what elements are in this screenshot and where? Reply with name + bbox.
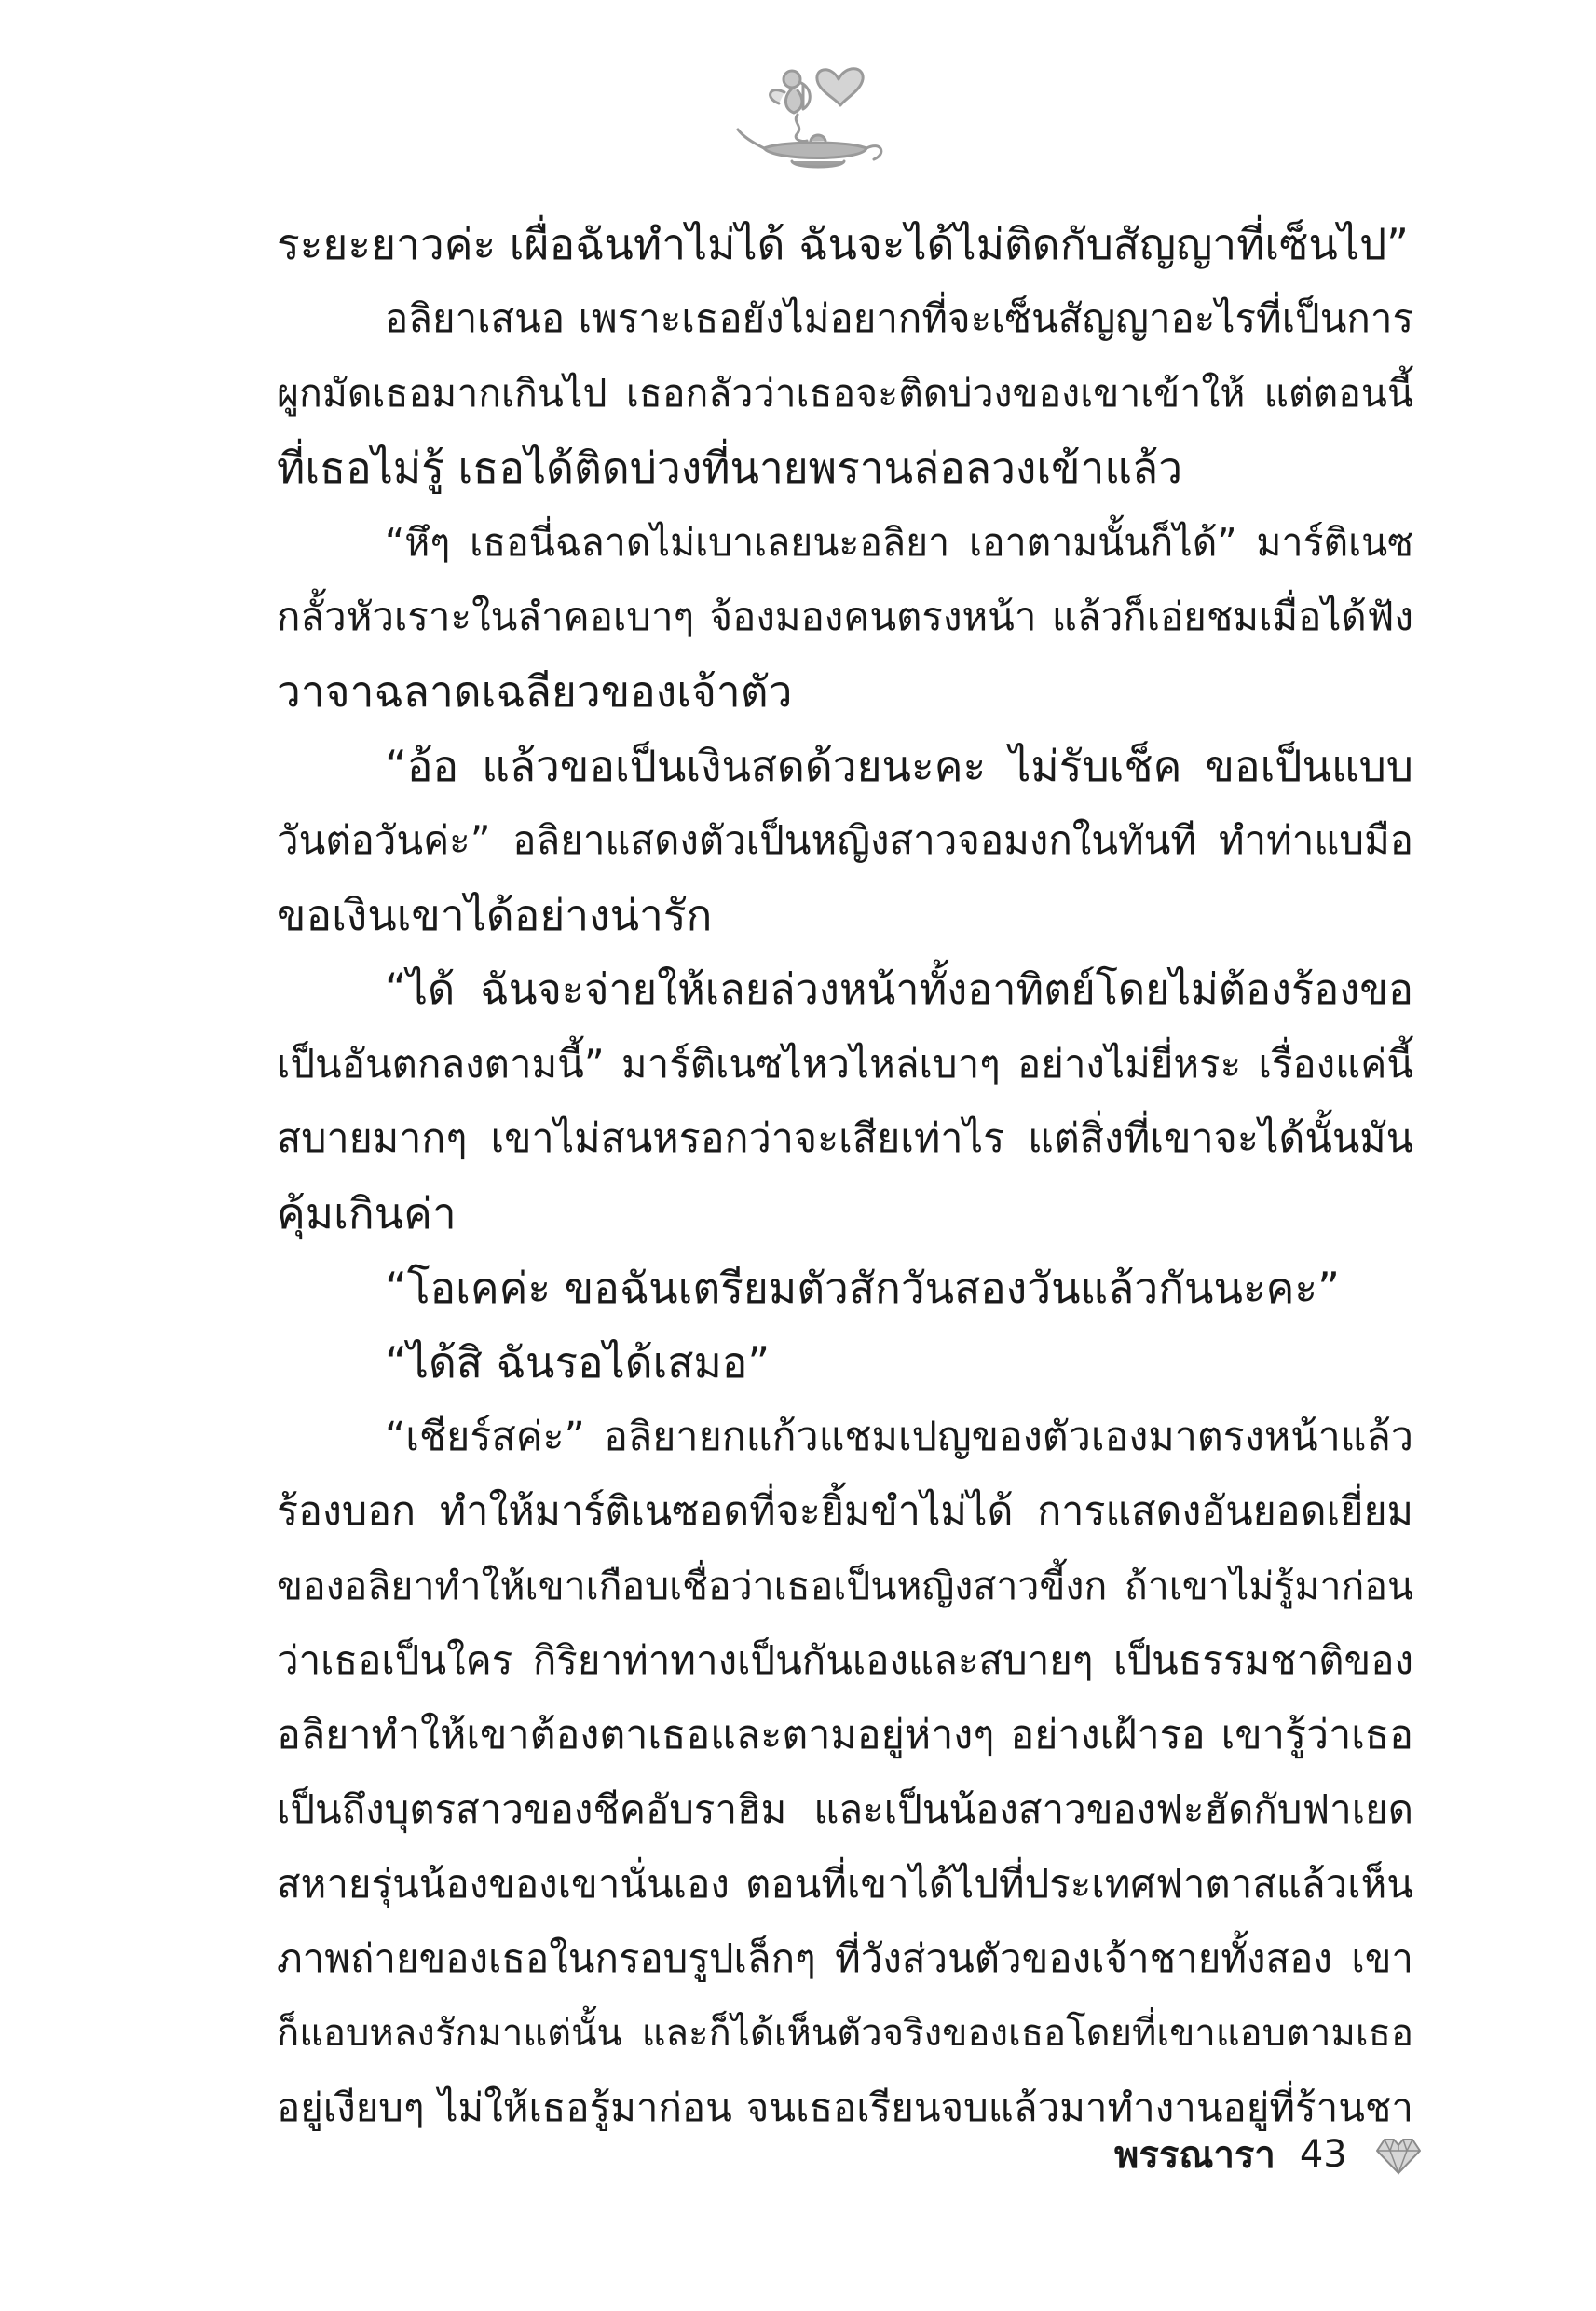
- text-line: ภาพถ่ายของเธอในกรอบรูปเล็กๆ ที่วังส่วนตัวของเจ้าชายทั้งสอง เขา: [277, 1935, 1413, 1981]
- diamond-heart-icon: [1371, 2132, 1425, 2177]
- text-line: ก็แอบหลงรักมาแต่นั้น และก็ได้เห็นตัวจริงของเธอโดยที่เขาแอบตามเธอ: [277, 2012, 1413, 2055]
- page-footer: [1114, 2126, 1425, 2182]
- text-line: ว่าเธอเป็นใคร กิริยาท่าทางเป็นกันเองและสบายๆ เป็นธรรมชาติของ: [277, 1637, 1413, 1683]
- text-line: “โอเคค่ะ ขอฉันเตรียมตัวสักวันสองวันแล้วกันนะคะ”: [385, 1263, 1340, 1313]
- text-line: อลิยาทำให้เขาต้องตาเธอและตามอยู่ห่างๆ อย่างเฝ้ารอ เขารู้ว่าเธอ: [277, 1712, 1413, 1758]
- text-line: สหายรุ่นน้องของเขานั่นเอง ตอนที่เขาได้ไปที่ประเทศฟาตาสแล้วเห็น: [277, 1861, 1413, 1907]
- chapter-body: [277, 207, 1413, 2145]
- text-line: วันต่อวันค่ะ” อลิยาแสดงตัวเป็นหญิงสาวจอมงกในทันที ทำท่าแบมือ: [277, 817, 1413, 863]
- text-line: ที่เธอไม่รู้ เธอได้ติดบ่วงที่นายพรานล่อลวงเข้าแล้ว: [277, 443, 1183, 493]
- text-line: “อ้อ แล้วขอเป็นเงินสดด้วยนะคะ ไม่รับเช็ค ขอเป็นแบบ: [385, 741, 1413, 791]
- text-line: สบายมากๆ เขาไม่สนหรอกว่าจะเสียเท่าไร แต่สิ่งที่เขาจะได้นั้นมัน: [277, 1115, 1413, 1162]
- text-line: วาจาฉลาดเฉลียวของเจ้าตัว: [277, 666, 793, 717]
- text-line: อลิยาเสนอ เพราะเธอยังไม่อยากที่จะเซ็นสัญญาอะไรที่เป็นการ: [385, 295, 1413, 341]
- text-line: ระยะยาวค่ะ เผื่อฉันทำไม่ได้ ฉันจะได้ไม่ติดกับสัญญาที่เซ็นไป”: [277, 219, 1409, 269]
- text-line: “หึๆ เธอนี่ฉลาดไม่เบาเลยนะอลิยา เอาตามนั้นก็ได้” มาร์ติเนซ: [385, 520, 1413, 565]
- text-line: ร้องบอก ทำให้มาร์ติเนซอดที่จะยิ้มขำไม่ได้ การแสดงอันยอดเยี่ยม: [277, 1488, 1413, 1535]
- text-line: คุ้มเกินค่า: [277, 1188, 457, 1238]
- text-line: ผูกมัดเธอมากเกินไป เธอกลัวว่าเธอจะติดบ่วงของเขาเข้าให้ แต่ตอนนี้: [277, 371, 1413, 416]
- text-line: อยู่เงียบๆ ไม่ให้เธอรู้มาก่อน จนเธอเรียนจบแล้วมาทำงานอยู่ที่ร้านชา: [277, 2085, 1413, 2130]
- text-line: กลั้วหัวเราะในลำคอเบาๆ จ้องมองคนตรงหน้า แล้วก็เอ่ยชมเมื่อได้ฟัง: [277, 594, 1413, 639]
- text-line: “ได้ ฉันจะจ่ายให้เลยล่วงหน้าทั้งอาทิตย์โดยไม่ต้องร้องขอ: [385, 964, 1413, 1014]
- text-line: “ได้สิ ฉันรอได้เสมอ”: [385, 1337, 771, 1388]
- text-line: เป็นอันตกลงตามนี้” มาร์ติเนซไหวไหล่เบาๆ อย่างไม่ยี่หระ เรื่องแค่นี้: [277, 1041, 1413, 1087]
- text-line: เป็นถึงบุตรสาวของชีคอับราฮิม และเป็นน้องสาวของฟะฮัดกับฟาเยด: [277, 1786, 1413, 1832]
- page-number: 43: [1299, 2133, 1347, 2176]
- book-title: พรรณารา: [1114, 2134, 1275, 2177]
- text-line: ขอเงินเขาได้อย่างน่ารัก: [277, 890, 713, 940]
- text-line: ของอลิยาทำให้เขาเกือบเชื่อว่าเธอเป็นหญิงสาวขี้งก ถ้าเขาไม่รู้มาก่อน: [277, 1564, 1413, 1608]
- magic-lamp-icon: [727, 51, 913, 172]
- text-line: “เชียร์สค่ะ” อลิยายกแก้วแชมเปญของตัวเองมาตรงหน้าแล้ว: [385, 1414, 1413, 1460]
